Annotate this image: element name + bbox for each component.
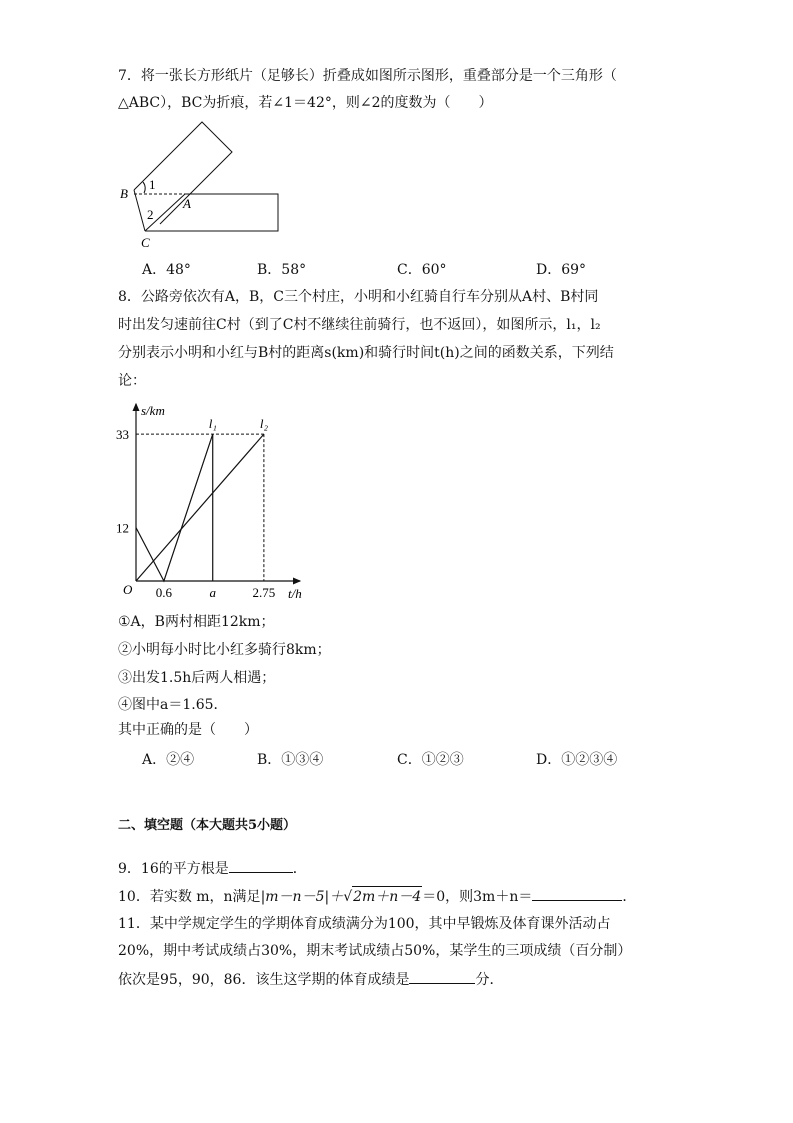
q8-question: 其中正确的是（ ）: [118, 722, 258, 738]
q9-line: [118, 858, 307, 879]
q8-option-b[interactable]: B．①③④: [257, 752, 324, 768]
q10-eq: ＝0，则3m＋n＝: [422, 889, 533, 905]
q7-option-c[interactable]: C．60°: [397, 262, 447, 278]
q10-pre: 10．若实数 m，n满足: [118, 889, 261, 905]
q8-line4: 论：: [118, 373, 146, 389]
q7-option-b[interactable]: B．58°: [257, 262, 307, 278]
q8-line2: 时出发匀速前往C村（到了C村不继续往前骑行，也不返回），如图所示，l₁，l₂: [118, 317, 601, 333]
q11-line1: 11．某中学规定学生的学期体育成绩满分为100，其中早锻炼及体育课外活动占: [118, 916, 611, 932]
q8-distance-time-chart: [112, 398, 312, 608]
q7-option-d[interactable]: D．69°: [536, 262, 587, 278]
angle-1-arc: [143, 182, 145, 193]
label-2: 2: [147, 207, 154, 222]
origin-label: O: [123, 582, 133, 597]
q7-line2: △ABC），BC为折痕，若∠1＝42°，则∠2的度数为（ ）: [118, 95, 493, 111]
series-line-1: [136, 434, 213, 581]
q11-end: 分．: [475, 972, 504, 988]
q8-line1: 8．公路旁依次有A，B，C三个村庄，小明和小红骑自行车分别从A村、B村同: [118, 289, 599, 305]
q11-line3: 依次是95，90，86．该生这学期的体育成绩是: [118, 972, 410, 988]
q8-statement-3: ③出发1.5h后两人相遇；: [118, 670, 276, 686]
q7-figure: [115, 118, 290, 253]
q10-sqrt-expr: 2m＋n－4: [352, 886, 422, 907]
series-label-2: l₂: [259, 416, 269, 432]
fold-edge-bc: [134, 190, 145, 231]
q10-sqrt-sign: √: [343, 889, 353, 905]
label-C: C: [141, 235, 150, 250]
y-axis-label: s/km: [141, 403, 165, 418]
q9-text: 9．16的平方根是: [118, 861, 229, 877]
x-tick-label-0.6: 0.6: [155, 585, 173, 600]
label-A: A: [183, 196, 191, 211]
q8-option-a[interactable]: A．②④: [142, 752, 195, 768]
q8-statement-1: ①A，B两村相距12km；: [118, 614, 275, 630]
q7-line1: 7．将一张长方形纸片（足够长）折叠成如图所示图形，重叠部分是一个三角形（: [118, 68, 617, 84]
series-line-2: [136, 434, 264, 581]
q7-option-a[interactable]: A．48°: [142, 262, 191, 278]
q11-line3-wrap: [118, 969, 503, 990]
q8-statement-2: ②小明每小时比小红多骑行8km；: [118, 642, 331, 658]
section-2-title: 二、填空题（本大题共5小题）: [118, 818, 297, 833]
q11-line2: 20%，期中考试成绩占30%，期末考试成绩占50%，某学生的三项成绩（百分制）: [118, 943, 632, 959]
x-tick-label-a: a: [209, 585, 216, 600]
q8-option-d[interactable]: D．①②③④: [536, 752, 618, 768]
q10-line: [118, 886, 636, 907]
q11-answer-blank[interactable]: [409, 969, 475, 984]
label-B: B: [120, 186, 128, 201]
q8-option-c[interactable]: C．①②③: [397, 752, 464, 768]
q9-end: ．: [292, 861, 307, 877]
q10-answer-blank[interactable]: [532, 886, 622, 901]
q8-line3: 分别表示小明和小红与B村的距离s(km)和骑行时间t(h)之间的函数关系，下列结: [118, 345, 614, 361]
x-tick-label-2.75: 2.75: [252, 585, 276, 600]
y-tick-label-33: 33: [116, 427, 129, 443]
q10-end: ．: [622, 889, 637, 905]
q10-abs-expr: |m－n－5|＋: [260, 889, 344, 905]
label-1: 1: [149, 177, 156, 192]
q9-answer-blank[interactable]: [229, 858, 293, 873]
y-tick-label-12: 12: [116, 520, 129, 536]
x-axis-label: t/h: [288, 586, 302, 601]
q8-statement-4: ④图中a＝1.65．: [118, 697, 228, 713]
series-label-1: l₁: [208, 416, 217, 432]
